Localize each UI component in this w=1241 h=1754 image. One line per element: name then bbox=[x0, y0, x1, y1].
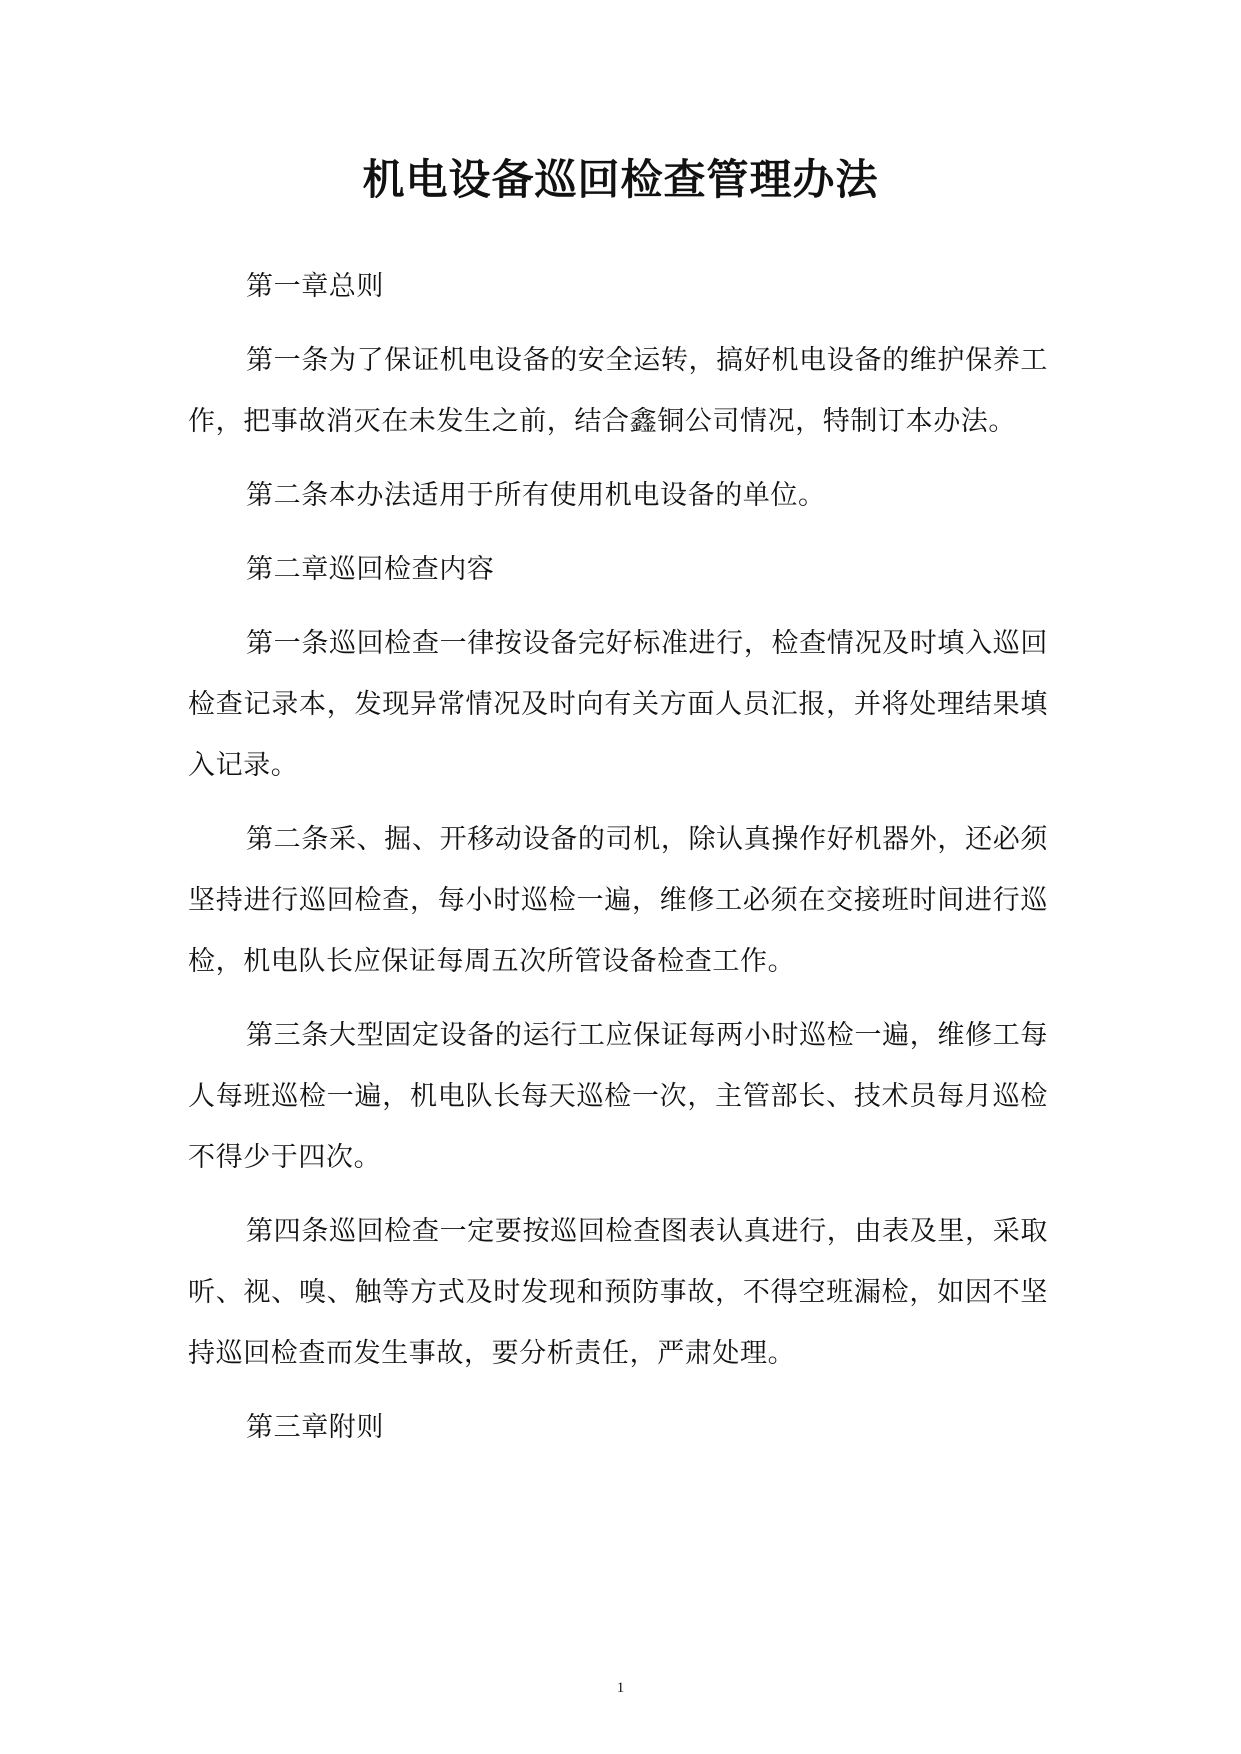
article-paragraph: 第一条为了保证机电设备的安全运转，搞好机电设备的维护保养工作，把事故消灭在未发生之前，结合鑫铜公司情况，特制订本办法。 bbox=[188, 345, 1048, 437]
article-paragraph: 第四条巡回检查一定要按巡回检查图表认真进行，由表及里，采取听、视、嗅、触等方式及时发现和预防事故，不得空班漏检，如因不坚持巡回检查而发生事故，要分析责任，严肃处理。 bbox=[188, 1216, 1048, 1369]
article-paragraph: 第三条大型固定设备的运行工应保证每两小时巡检一遍，维修工每人每班巡检一遍，机电队长每天巡检一次，主管部长、技术员每月巡检不得少于四次。 bbox=[188, 1020, 1048, 1173]
page-number: 1 bbox=[616, 1680, 625, 1696]
article-paragraph: 第二条本办法适用于所有使用机电设备的单位。 bbox=[246, 480, 826, 511]
document-body bbox=[188, 256, 1048, 1471]
chapter-heading: 第二章巡回检查内容 bbox=[246, 554, 495, 585]
chapter-heading: 第一章总则 bbox=[246, 271, 384, 302]
chapter-heading: 第三章附则 bbox=[246, 1412, 384, 1443]
page-title: 机电设备巡回检查管理办法 bbox=[362, 155, 879, 204]
article-paragraph: 第一条巡回检查一律按设备完好标准进行，检查情况及时填入巡回检查记录本，发现异常情况及时向有关方面人员汇报，并将处理结果填入记录。 bbox=[188, 628, 1048, 781]
article-paragraph: 第二条采、掘、开移动设备的司机，除认真操作好机器外，还必须坚持进行巡回检查，每小时巡检一遍，维修工必须在交接班时间进行巡检，机电队长应保证每周五次所管设备检查工作。 bbox=[188, 824, 1048, 977]
